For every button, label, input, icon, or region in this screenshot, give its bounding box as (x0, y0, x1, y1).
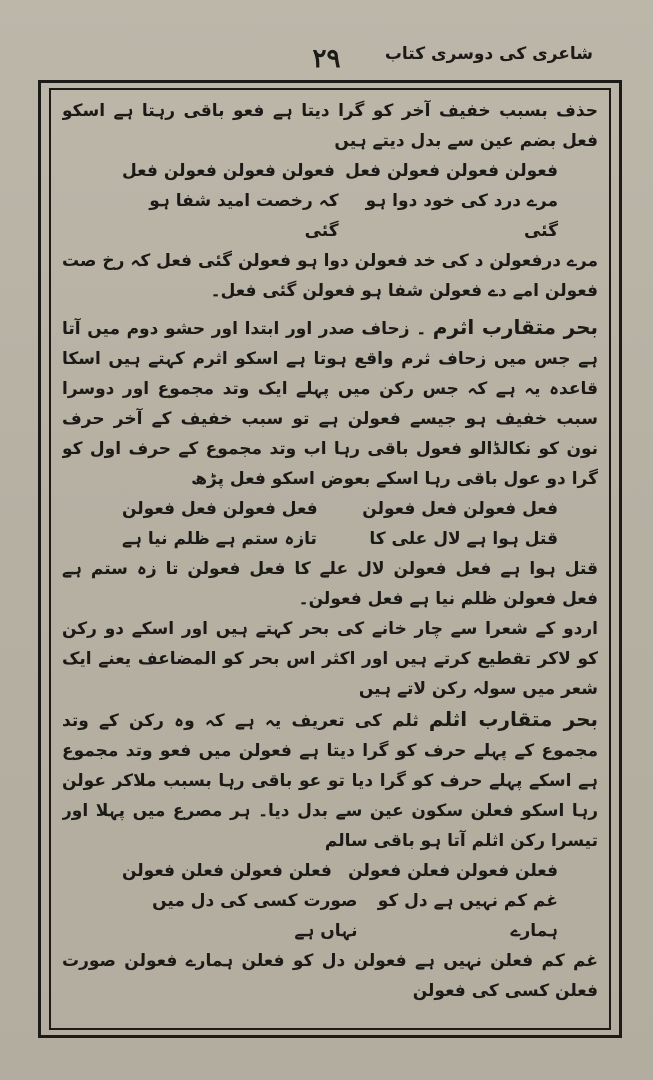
paragraph (62, 312, 598, 494)
verse-line (62, 524, 598, 554)
paragraph: مرے درفعولن د کی خد فعولن دوا ہو فعولن گئی فعل کہ رخ صت فعولن امے دے فعولن شفا ہو فعولن گئی فعل۔ (62, 251, 598, 301)
running-title: شاعری کی دوسری کتاب (384, 44, 593, 64)
paragraph-text: ثلم کی تعریف یہ ہے کہ وہ رکن کے وتد مجموع کے پہلے حرف کو گرا دیتا ہے فعولن میں فعو وتد مجموع ہے اسکے پہلے حرف کو گرا دیا تو عو باقی رہا بسبب ملاکر عولن رہا اسکو فعلن سکون عین سے بدل دیا۔ ہر مصرع میں پہلا اور تیسرا رکن اثلم آتا ہو باقی سالم (62, 711, 598, 851)
verse-left: فعولن فعولن فعولن فعل (122, 161, 335, 181)
verse-left: کہ رخصت امید شفا ہو گئی (149, 191, 339, 241)
page-body (62, 96, 598, 1024)
verse-right: فعولن فعولن فعولن فعل (345, 161, 558, 181)
section-heading: بحر متقارب اثلم (428, 707, 598, 731)
paragraph-text: ۔ زحاف صدر اور ابتدا اور حشو دوم میں آتا ہے جس میں زحاف ثرم واقع ہوتا ہے اسکو اثرم کہتے ہیں اسکا قاعدہ یہ ہے کہ جس رکن میں پہلے ایک وتد مجموع اور دوسرا سبب خفیف ہو جیسے فعولن ہے تو سبب خفیف کے آخر حرف نون کو نکالڈالو فعول باقی رہا اب وتد مجموع کے حرف اول کو گرا دو عول باقی رہا اسکے بعوض اسکو فعل پڑھ (62, 319, 598, 489)
paragraph: قتل ہوا ہے فعل فعولن لال علے کا فعل فعولن تا زہ ستم ہے فعل فعولن ظلم نیا ہے فعل فعولن۔ (62, 559, 598, 609)
paragraph: غم کم فعلن نہیں ہے فعولن دل کو فعلن ہمارے فعولن صورت فعلن کسی کی فعولن (62, 951, 598, 1001)
verse-right: غم کم نہیں ہے دل کو ہمارے (377, 891, 558, 941)
verse-line (62, 856, 598, 886)
paragraph: حذف بسبب خفیف آخر کو گرا دیتا ہے فعو باقی رہتا ہے اسکو فعل بضم عین سے بدل دیتے ہیں (62, 101, 598, 151)
verse-line (62, 186, 598, 246)
verse-right: فعل فعولن فعل فعولن (362, 499, 558, 519)
verse-line (62, 886, 598, 946)
verse-line (62, 494, 598, 524)
verse-right: فعلن فعولن فعلن فعولن (348, 861, 558, 881)
paragraph: اردو کے شعرا سے چار خانے کی بحر کہتے ہیں اور اسکے دو رکن کو لاکر تقطیع کرتے ہیں اور اکثر اس بحر کو المضاعف یعنے ایک شعر میں سولہ رکن لاتے ہیں (62, 619, 598, 699)
verse-right: مرے درد کی خود دوا ہو گئی (365, 191, 558, 241)
verse-line (62, 156, 598, 186)
section-heading: بحر متقارب اثرم (432, 315, 598, 339)
verse-left: صورت کسی کی دل میں نہاں ہے (152, 891, 358, 941)
paragraph (62, 704, 598, 856)
verse-right: قتل ہوا ہے لال علی کا (369, 529, 558, 549)
verse-left: فعل فعولن فعل فعولن (122, 499, 318, 519)
page-number: ۲۹ (312, 44, 341, 74)
verse-left: تازہ ستم ہے ظلم نیا ہے (122, 529, 317, 549)
verse-left: فعلن فعولن فعلن فعولن (122, 861, 332, 881)
